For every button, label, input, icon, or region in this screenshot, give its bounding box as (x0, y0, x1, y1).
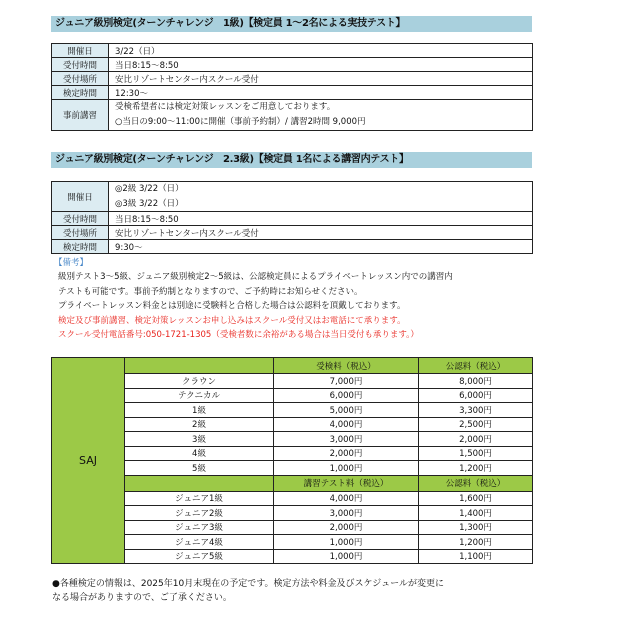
cert-fee-cell: 1,200円 (419, 535, 533, 550)
header-cell: 講習テスト料（税込） (274, 475, 419, 491)
grade-cell: ジュニア1級 (125, 491, 274, 506)
row-value: 12:30～ (109, 86, 533, 100)
fee-cell: 1,000円 (274, 535, 419, 550)
table-row (52, 432, 533, 447)
row-label: 検定時間 (52, 86, 109, 100)
org-cell: SAJ (52, 358, 125, 564)
grade-cell: 3級 (125, 432, 274, 447)
price-header-row (52, 358, 533, 374)
header-cell: 公認料（税込） (419, 475, 533, 491)
note-line-red: 検定及び事前講習、検定対策レッスンお申し込みはスクール受付又はお電話にて承ります。 (58, 315, 406, 326)
grade-cell: 1級 (125, 403, 274, 418)
grade-cell: テクニカル (125, 388, 274, 403)
row-value (109, 100, 533, 131)
fee-cell: 5,000円 (274, 403, 419, 418)
table-row (52, 403, 533, 418)
grade-cell: 2級 (125, 417, 274, 432)
cert-fee-cell: 1,600円 (419, 491, 533, 506)
section2-title: ジュニア級別検定(ターンチャレンジ 2.3級)【検定員 1名による講習内テスト】 (51, 152, 532, 168)
header-cell: 公認料（税込） (419, 358, 533, 374)
grade-cell: 5級 (125, 461, 274, 476)
cert-fee-cell: 1,300円 (419, 520, 533, 535)
notes (58, 270, 453, 343)
header-cell: 受検料（税込） (274, 358, 419, 374)
table-row (52, 549, 533, 564)
table-row (52, 446, 533, 461)
table-row (52, 535, 533, 550)
fee-cell: 6,000円 (274, 388, 419, 403)
pre-line: ○当日の9:00～11:00に開催（事前予約制）/ 講習2時間 9,000円 (115, 117, 366, 127)
note-line: 級別テスト3～5級、ジュニア級別検定2～5級は、公認検定員によるプライベートレッスン内での講習内 (58, 272, 453, 282)
price-table (51, 357, 533, 564)
grade-cell: ジュニア3級 (125, 520, 274, 535)
section1-table (51, 43, 533, 131)
cert-fee-cell: 1,400円 (419, 506, 533, 521)
row-label: 事前講習 (52, 100, 109, 131)
section1-title: ジュニア級別検定(ターンチャレンジ 1級)【検定員 1～2名による実技テスト】 (51, 16, 532, 32)
table-row (52, 491, 533, 506)
note-line: テストも可能です。事前予約制となりますので、ご予約時にお知らせください。 (58, 286, 363, 297)
table-row (52, 520, 533, 535)
row-value (109, 182, 533, 212)
date-line: ◎3級 3/22（日） (115, 198, 184, 209)
cert-fee-cell: 2,500円 (419, 417, 533, 432)
price-header-row (52, 475, 533, 491)
grade-cell: ジュニア4級 (125, 535, 274, 550)
pre-line: 受検希望者には検定対策レッスンをご用意しております。 (115, 102, 336, 112)
fee-cell: 1,000円 (274, 461, 419, 476)
fee-cell: 1,000円 (274, 549, 419, 564)
cert-fee-cell: 1,200円 (419, 461, 533, 476)
grade-cell: ジュニア5級 (125, 549, 274, 564)
table-row (52, 374, 533, 389)
grade-cell: 4級 (125, 446, 274, 461)
cert-fee-cell: 1,500円 (419, 446, 533, 461)
row-value: 3/22（日） (109, 44, 533, 58)
fee-cell: 2,000円 (274, 520, 419, 535)
row-value: 安比リゾートセンター内スクール受付 (109, 72, 533, 86)
cert-fee-cell: 6,000円 (419, 388, 533, 403)
section2-table (51, 181, 533, 254)
footer-line: ●各種検定の情報は、2025年10月末現在の予定です。検定方法や料金及びスケジュールが変更に (52, 579, 444, 589)
table-row (52, 417, 533, 432)
cert-fee-cell: 8,000円 (419, 374, 533, 389)
row-label: 開催日 (52, 44, 109, 58)
row-value: 当日8:15～8:50 (109, 212, 533, 226)
header-blank (125, 358, 274, 374)
table-row (52, 388, 533, 403)
fee-cell: 4,000円 (274, 491, 419, 506)
row-label: 開催日 (52, 182, 109, 212)
cert-fee-cell: 1,100円 (419, 549, 533, 564)
fee-cell: 4,000円 (274, 417, 419, 432)
row-value: 安比リゾートセンター内スクール受付 (109, 226, 533, 240)
date-line: ◎2級 3/22（日） (115, 184, 184, 194)
fee-cell: 3,000円 (274, 432, 419, 447)
fee-cell: 2,000円 (274, 446, 419, 461)
table-row (52, 461, 533, 476)
cert-fee-cell: 2,000円 (419, 432, 533, 447)
grade-cell: ジュニア2級 (125, 506, 274, 521)
footer-line: なる場合がありますので、ご了承ください。 (52, 593, 232, 603)
notes-heading: 【備考】 (54, 258, 89, 268)
grade-cell: クラウン (125, 374, 274, 389)
row-value: 9:30～ (109, 240, 533, 254)
row-label: 受付場所 (52, 72, 109, 86)
row-label: 受付時間 (52, 212, 109, 226)
row-label: 受付時間 (52, 58, 109, 72)
note-line: プライベートレッスン料金とは別途に受験料と合格した場合は公認料を頂戴しております。 (58, 301, 406, 311)
row-label: 検定時間 (52, 240, 109, 254)
row-label: 受付場所 (52, 226, 109, 240)
footer-note (52, 577, 444, 605)
fee-cell: 3,000円 (274, 506, 419, 521)
note-line-red: スクール受付電話番号:050-1721-1305（受検者数に余裕がある場合は当日受付も承ります。） (58, 330, 419, 340)
cert-fee-cell: 3,300円 (419, 403, 533, 418)
row-value: 当日8:15～8:50 (109, 58, 533, 72)
table-row (52, 506, 533, 521)
header-blank (125, 475, 274, 491)
fee-cell: 7,000円 (274, 374, 419, 389)
